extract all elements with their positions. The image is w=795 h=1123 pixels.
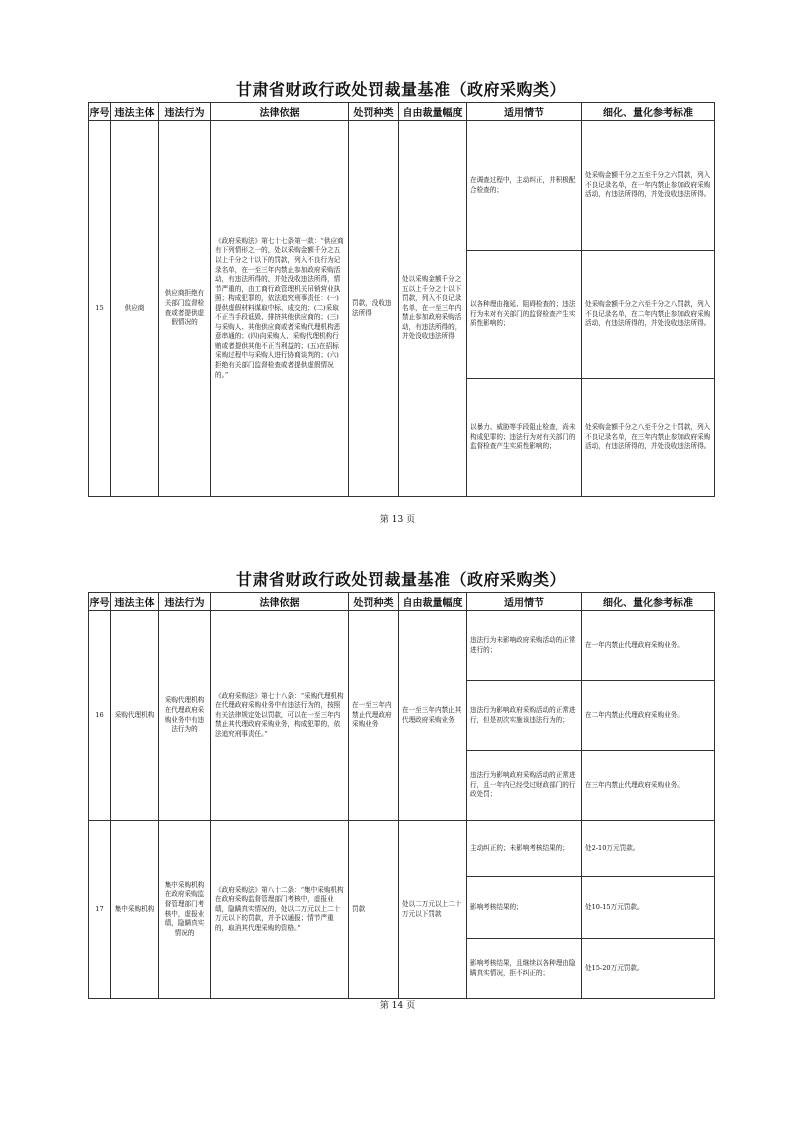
violation-subject: 供应商 [111,121,159,497]
standard-cell: 在三年内禁止代理政府采购业务。 [582,751,715,821]
row-number: 17 [89,821,111,999]
standard-cell: 处2-10万元罚款。 [582,821,715,877]
header-penalty: 处罚种类 [349,103,399,121]
header-behavior: 违法行为 [159,103,211,121]
header-penalty: 处罚种类 [349,593,399,611]
situation-cell: 以暴力、威胁等手段阻止检查，尚未构成犯罪的；违法行为对有关部门的监督检查产生实质性影响的； [467,379,582,497]
header-subject: 违法主体 [111,593,159,611]
header-range: 自由裁量幅度 [399,103,467,121]
header-no: 序号 [89,593,111,611]
header-standard: 细化、量化参考标准 [582,593,715,611]
violation-behavior: 采购代理机构在代理政府采购业务中有违法行为的 [159,611,211,821]
standard-cell: 处10-15万元罚款。 [582,877,715,939]
violation-behavior: 集中采购机构在政府采购监督管理部门考核中，虚报业绩，隐瞒真实情况的 [159,821,211,999]
penalty-type: 在一至三年内禁止代理政府采购业务 [349,611,399,821]
legal-basis: 《政府采购法》第七十七条第一款：“供应商有下列情形之一的，处以采购金额千分之五以上千分之十以下的罚款，列入不良行为记录名单，在一至三年内禁止参加政府采购活动，有违法所得的，并处没收违法所得，情节严重的，由工商行政管理机关吊销营业执照；构成犯罪的，依法追究刑事责任：(一)提供虚假材料谋取中标、成交的；(二)采取不正当手段诋毁、排挤其他供应商的；(三)与采购人、其他供应商或者采购代理机构恶意串通的；(四)向采购人、采购代理机构行贿或者提供其他不正当利益的；(五)在招标采购过程中与采购人进行协商谈判的；(六)拒绝有关部门监督检查或者提供虚假情况的。” [211,121,349,497]
standard-cell: 在一年内禁止代理政府采购业务。 [582,611,715,681]
situation-cell: 违法行为影响政府采购活动的正常进行，且一年内已经受过财政部门的行政处罚； [467,751,582,821]
situation-cell: 违法行为未影响政府采购活动的正常进行的； [467,611,582,681]
violation-behavior: 供应商拒绝有关部门监督检查或者提供虚假情况的 [159,121,211,497]
discretion-range: 处以二万元以上二十万元以下罚款 [399,821,467,999]
table-row [89,121,715,251]
table-row [89,821,715,877]
standard-cell: 处采购金额千分之八至千分之十罚款，列入不良记录名单，在三年内禁止参加政府采购活动，有违法所得的，并处没收违法所得。 [582,379,715,497]
header-situation: 适用情节 [467,593,582,611]
row-number: 16 [89,611,111,821]
discretion-range: 处以采购金额千分之五以上千分之十以下罚款，列入不良记录名单，在一至三年内禁止参加政府采购活动，有违法所得的，并处没收违法所得 [399,121,467,497]
situation-cell: 违法行为影响政府采购活动的正常进行，但是初次实施该违法行为的； [467,681,582,751]
row-number: 15 [89,121,111,497]
situation-cell: 以各种理由拖延、阻碍检查的；违法行为未对有关部门的监督检查产生实质性影响的； [467,251,582,379]
header-basis: 法律依据 [211,103,349,121]
violation-subject: 集中采购机构 [111,821,159,999]
standard-cell: 处采购金额千分之五至千分之六罚款，列入不良记录名单，在一年内禁止参加政府采购活动，有违法所得的，并处没收违法所得。 [582,121,715,251]
penalty-table [88,102,715,497]
penalty-type: 罚款 [349,821,399,999]
table-row [89,611,715,681]
standard-cell: 处15-20万元罚款。 [582,939,715,999]
discretion-range: 在一至三年内禁止其代理政府采购业务 [399,611,467,821]
table-header-row [89,103,715,121]
table-header-row [89,593,715,611]
situation-cell: 主动纠正的；未影响考核结果的； [467,821,582,877]
penalty-table [88,592,715,999]
standard-cell: 处采购金额千分之六至千分之八罚款，列入不良记录名单，在二年内禁止参加政府采购活动，有违法所得的，并处没收违法所得。 [582,251,715,379]
header-range: 自由裁量幅度 [399,593,467,611]
header-standard: 细化、量化参考标准 [582,103,715,121]
page-14 [88,568,714,999]
header-subject: 违法主体 [111,103,159,121]
document-title: 甘肃省财政行政处罚裁量基准（政府采购类） [235,80,566,99]
page-number: 第 14 页 [379,1001,416,1011]
document-title: 甘肃省财政行政处罚裁量基准（政府采购类） [235,570,566,589]
header-no: 序号 [89,103,111,121]
situation-cell: 在调查过程中，主动纠正，并积极配合检查的； [467,121,582,251]
penalty-type: 罚款，没收违法所得 [349,121,399,497]
header-situation: 适用情节 [467,103,582,121]
legal-basis: 《政府采购法》第八十二条：“集中采购机构在政府采购监督管理部门考核中，虚报业绩，隐瞒真实情况的，处以二万元以上二十万元以下的罚款，并予以通报；情节严重的，取消其代理采购的资格。” [211,821,349,999]
page-number: 第 13 页 [379,515,416,525]
header-behavior: 违法行为 [159,593,211,611]
violation-subject: 采购代理机构 [111,611,159,821]
header-basis: 法律依据 [211,593,349,611]
situation-cell: 影响考核结果的； [467,877,582,939]
legal-basis: 《政府采购法》第七十八条：“采购代理机构在代理政府采购业务中有违法行为的，按照有关法律规定处以罚款，可以在一至三年内禁止其代理政府采购业务，构成犯罪的，依法追究刑事责任。” [211,611,349,821]
standard-cell: 在二年内禁止代理政府采购业务。 [582,681,715,751]
situation-cell: 影响考核结果，且继续以各种理由隐瞒真实情况，拒不纠正的； [467,939,582,999]
page-13 [88,78,714,497]
